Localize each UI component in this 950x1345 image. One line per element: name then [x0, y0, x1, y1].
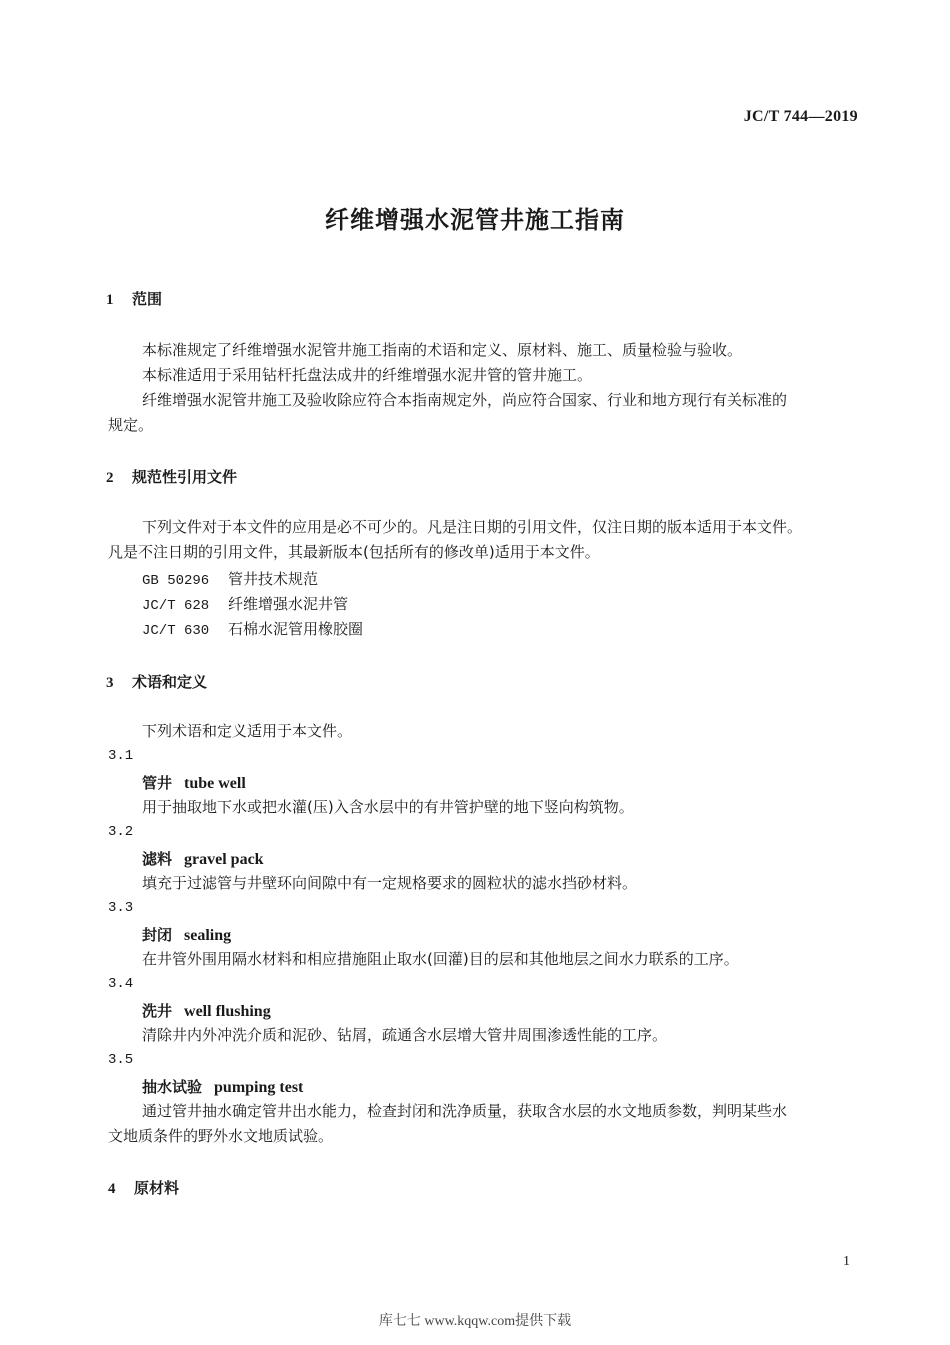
reference-code: JC/T 630: [142, 623, 210, 639]
term-number: 3.5: [108, 1052, 134, 1068]
reference-item: [142, 618, 363, 639]
reference-title: 管井技术规范: [228, 570, 319, 588]
term-definition: 填充于过滤管与井壁环向间隙中有一定规格要求的圆粒状的滤水挡砂材料。: [142, 874, 638, 892]
term-name: [142, 1076, 303, 1097]
term-definition: 用于抽取地下水或把水灌(压)入含水层中的有井管护壁的地下竖向构筑物。: [142, 798, 634, 816]
term-number: 3.3: [108, 900, 134, 916]
standard-code: JC/T 744—2019: [743, 108, 858, 125]
section-3-heading: [106, 671, 207, 692]
term-name: [142, 772, 246, 793]
section-2-heading: [106, 466, 237, 487]
document-title: 纤维增强水泥管井施工指南: [325, 206, 625, 234]
term-definition-continuation: 文地质条件的野外水文地质试验。: [108, 1127, 334, 1145]
section-4-heading: [108, 1177, 179, 1198]
term-number: 3.4: [108, 976, 134, 992]
paragraph-continuation: 凡是不注日期的引用文件，其最新版本(包括所有的修改单)适用于本文件。: [108, 543, 600, 561]
term-en: tube well: [184, 775, 246, 792]
term-name: [142, 848, 264, 869]
term-definition: 清除井内外冲洗介质和泥砂、钻屑，疏通含水层增大管井周围渗透性能的工序。: [142, 1026, 668, 1044]
reference-title: 石棉水泥管用橡胶圈: [228, 620, 364, 638]
section-number: 4: [108, 1181, 116, 1197]
section-1-heading: [106, 288, 162, 309]
section-title: 原材料: [134, 1179, 180, 1197]
paragraph: 下列文件对于本文件的应用是必不可少的。凡是注日期的引用文件，仅注日期的版本适用于本文件。: [142, 518, 803, 536]
term-zh: 滤料: [142, 850, 173, 868]
reference-title: 纤维增强水泥井管: [228, 595, 349, 613]
term-definition: 通过管井抽水确定管井出水能力，检查封闭和洗净质量，获取含水层的水文地质参数，判明某些水: [142, 1102, 788, 1120]
section-number: 1: [106, 292, 114, 308]
term-en: well flushing: [184, 1003, 271, 1020]
paragraph: 本标准规定了纤维增强水泥管井施工指南的术语和定义、原材料、施工、质量检验与验收。: [142, 341, 743, 359]
term-zh: 抽水试验: [142, 1078, 203, 1096]
term-number: 3.1: [108, 748, 134, 764]
paragraph: 本标准适用于采用钻杆托盘法成井的纤维增强水泥井管的管井施工。: [142, 366, 593, 384]
section-number: 2: [106, 470, 114, 486]
paragraph: 纤维增强水泥管井施工及验收除应符合本指南规定外，尚应符合国家、行业和地方现行有关标准的: [142, 391, 788, 409]
term-en: sealing: [184, 927, 232, 944]
download-footer: 库七七 www.kqqw.com提供下载: [378, 1314, 572, 1329]
term-zh: 封闭: [142, 926, 173, 944]
term-name: [142, 924, 231, 945]
term-name: [142, 1000, 271, 1021]
term-zh: 洗井: [142, 1002, 173, 1020]
page-number: 1: [843, 1254, 850, 1269]
reference-item: [142, 593, 348, 614]
term-zh: 管井: [142, 774, 173, 792]
section-number: 3: [106, 675, 114, 691]
term-number: 3.2: [108, 824, 134, 840]
paragraph: 下列术语和定义适用于本文件。: [142, 722, 353, 740]
reference-code: GB 50296: [142, 573, 210, 589]
reference-code: JC/T 628: [142, 598, 210, 614]
section-title: 术语和定义: [132, 673, 208, 691]
paragraph-continuation: 规定。: [108, 416, 154, 434]
section-title: 规范性引用文件: [132, 468, 238, 486]
term-definition: 在井管外围用隔水材料和相应措施阻止取水(回灌)目的层和其他地层之间水力联系的工序。: [142, 950, 739, 968]
section-title: 范围: [132, 290, 163, 308]
term-en: gravel pack: [184, 851, 264, 868]
reference-item: [142, 568, 318, 589]
term-en: pumping test: [214, 1079, 304, 1096]
